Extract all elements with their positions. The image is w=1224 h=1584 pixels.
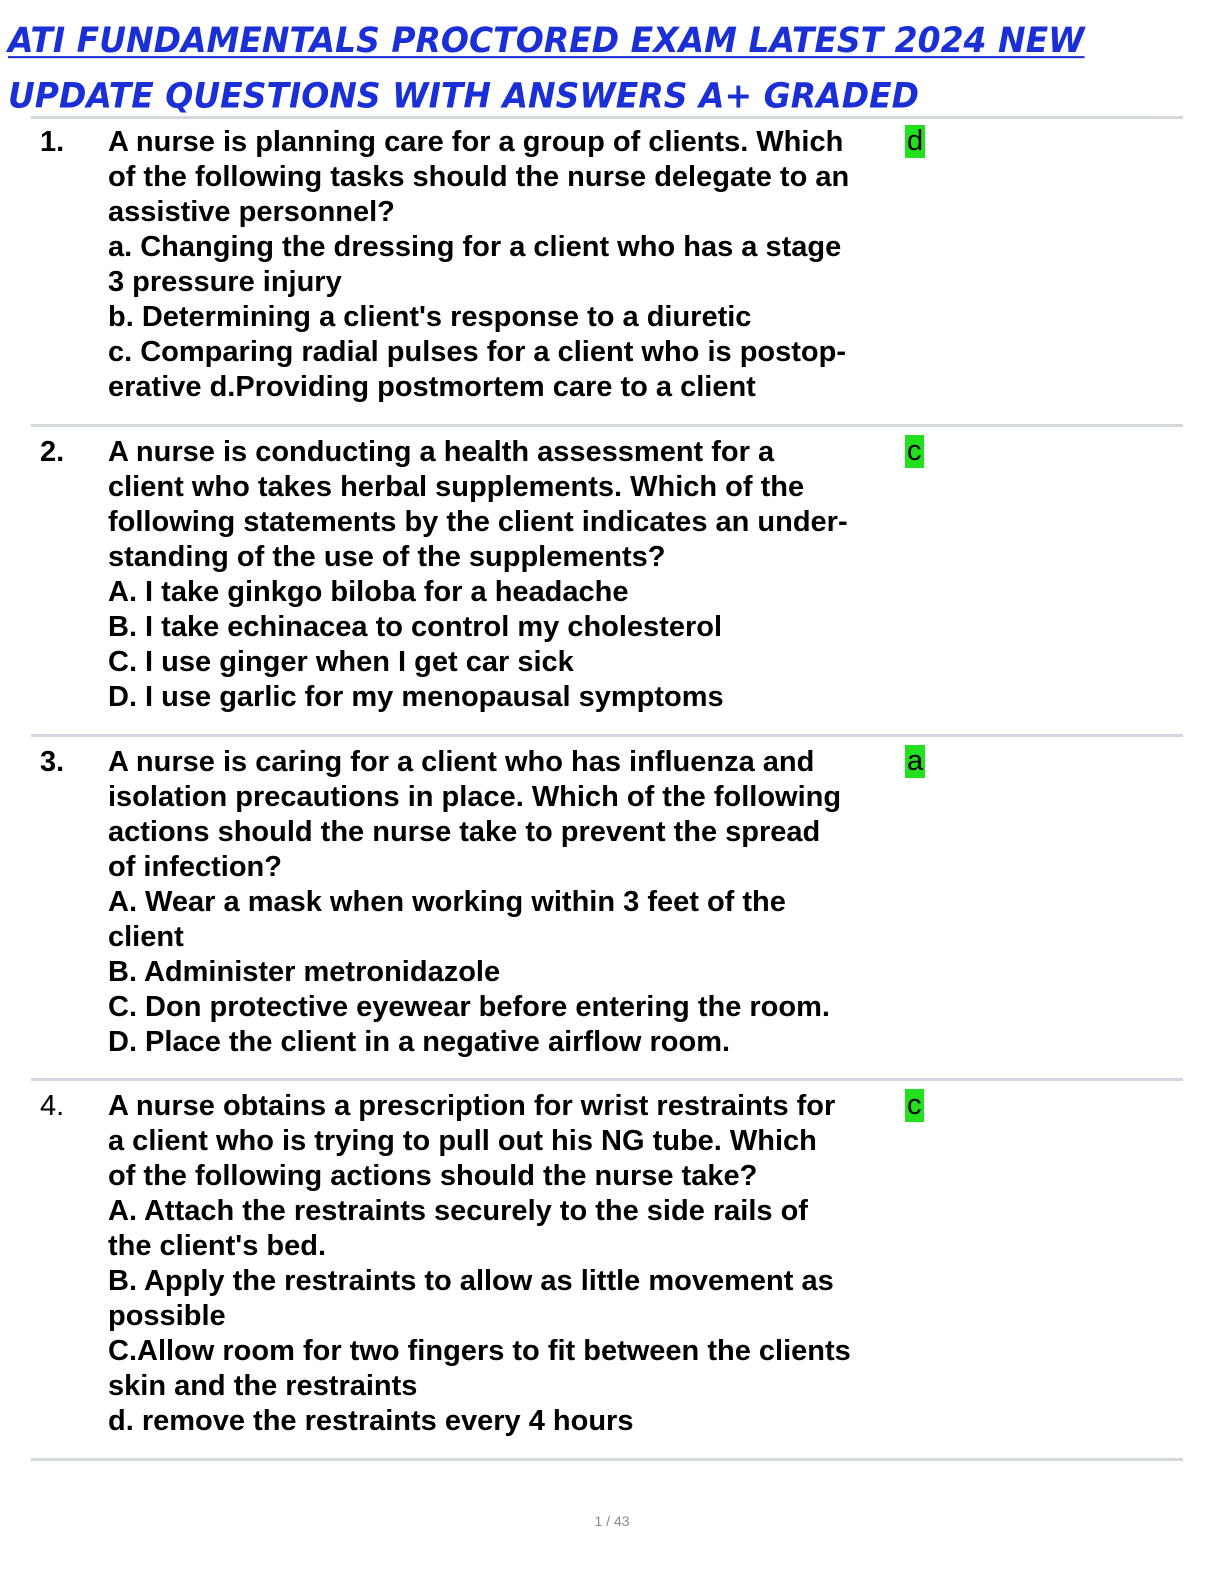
divider [31,734,1183,737]
question-line: following statements by the client indicates an under- [108,506,848,538]
option-line: A. I take ginkgo biloba for a headache [108,576,629,608]
question-line: A nurse is conducting a health assessment for a [108,436,775,468]
option-line: the client's bed. [108,1230,326,1262]
question-line: of infection? [108,851,282,883]
question-line: actions should the nurse take to prevent the spread [108,816,821,848]
option-line: a. Changing the dressing for a client who has a stage [108,231,842,263]
title-line-1: ATI FUNDAMENTALS PROCTORED EXAM LATEST 2024 NEW [8,19,1085,61]
divider [31,1458,1183,1461]
option-line: D. I use garlic for my menopausal symptoms [108,681,724,713]
question-text [108,435,908,715]
question-line: a client who is trying to pull out his NG tube. Which [108,1125,817,1157]
question-line: assistive personnel? [108,196,395,228]
divider [31,424,1183,427]
option-line: D. Place the client in a negative airflow room. [108,1026,731,1058]
title-line-2: UPDATE QUESTIONS WITH ANSWERS A+ GRADED [8,75,920,116]
option-line: B. I take echinacea to control my cholesterol [108,611,723,643]
option-line: C. Don protective eyewear before entering the room. [108,991,830,1023]
question-text [108,745,908,1060]
question-line: isolation precautions in place. Which of the following [108,781,842,813]
question-number: 4. [40,1090,65,1122]
option-line: B. Administer metronidazole [108,956,501,988]
answer-highlight: c [907,1089,922,1121]
question-number: 3. [40,746,65,778]
question-line: client who takes herbal supplements. Which of the [108,471,805,503]
answer-highlight: d [907,125,924,157]
option-line: skin and the restraints [108,1370,418,1402]
question-number: 1. [40,126,65,158]
question-line: A nurse is planning care for a group of clients. Which [108,126,844,158]
question-line: A nurse is caring for a client who has influenza and [108,746,815,778]
answer-highlight: a [907,745,924,777]
question-number: 2. [40,436,65,468]
option-line: possible [108,1300,226,1332]
option-line: 3 pressure injury [108,266,342,298]
option-line: A. Attach the restraints securely to the side rails of [108,1195,808,1227]
question-line: standing of the use of the supplements? [108,541,666,573]
option-line: A. Wear a mask when working within 3 feet of the [108,886,786,918]
option-line: B. Apply the restraints to allow as little movement as [108,1265,834,1297]
option-line: c. Comparing radial pulses for a client who is postop- [108,336,846,368]
option-line: C. I use ginger when I get car sick [108,646,574,678]
divider [31,1078,1183,1081]
option-line: client [108,921,184,953]
divider [31,116,1183,119]
question-line: A nurse obtains a prescription for wrist restraints for [108,1090,836,1122]
answer-highlight: c [907,435,922,467]
page-indicator: 1 / 43 [594,1513,630,1529]
question-line: of the following tasks should the nurse delegate to an [108,161,850,193]
option-line: d. remove the restraints every 4 hours [108,1405,634,1437]
question-line: of the following actions should the nurse take? [108,1160,758,1192]
document-title [8,12,1198,123]
question-text [108,125,908,405]
option-line: C.Allow room for two fingers to fit between the clients [108,1335,851,1367]
option-line: b. Determining a client's response to a diuretic [108,301,752,333]
option-line: erative d.Providing postmortem care to a client [108,371,756,403]
question-text [108,1089,908,1439]
